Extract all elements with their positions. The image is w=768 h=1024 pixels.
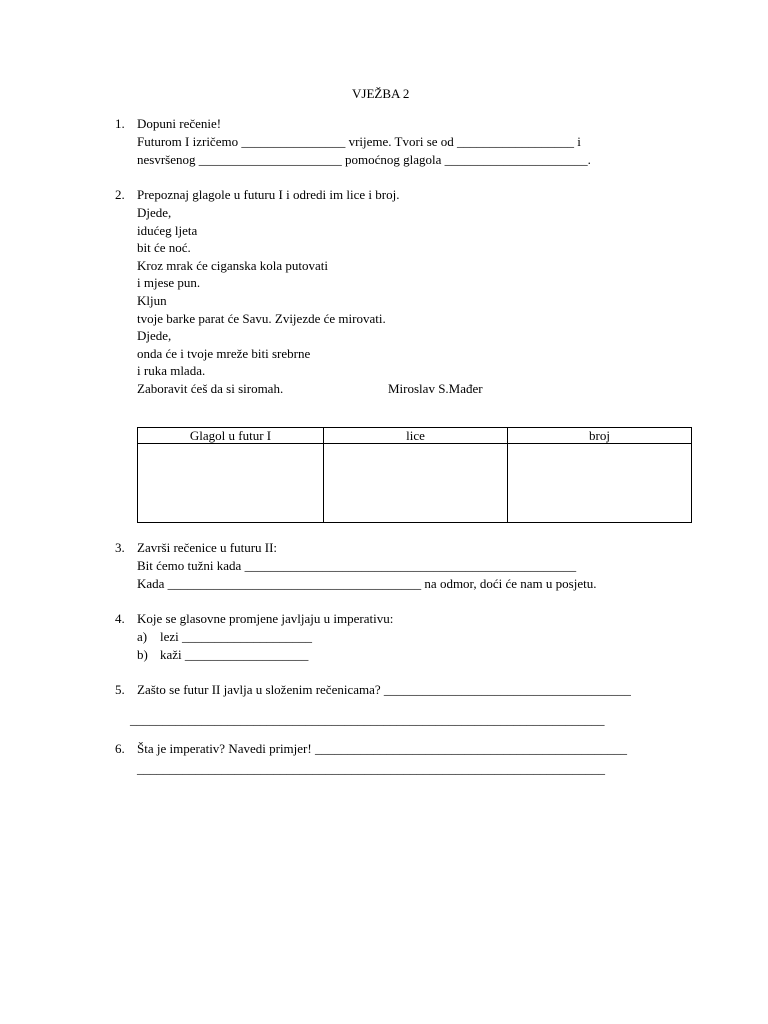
question-2-prompt: Prepoznaj glagole u futuru I i odredi im lice i broj. xyxy=(137,187,400,202)
column-header-broj: broj xyxy=(508,428,692,444)
answer-cell-glagol[interactable] xyxy=(138,444,324,523)
question-1-line-3: nesvršenog ______________________ pomoćnog glagola ______________________. xyxy=(137,152,591,167)
question-6-number: 6. xyxy=(115,741,125,756)
poem-line: Zaboravit ćeš da si siromah. xyxy=(137,381,284,396)
table-row xyxy=(138,444,692,523)
option-b-text: kaži ___________________ xyxy=(160,647,309,662)
answer-cell-broj[interactable] xyxy=(508,444,692,523)
poem-author: Miroslav S.Mađer xyxy=(388,381,483,396)
question-1-line-2: Futurom I izričemo ________________ vrijeme. Tvori se od __________________ i xyxy=(137,134,581,149)
question-2-number: 2. xyxy=(115,187,125,202)
option-b-marker: b) xyxy=(137,647,148,662)
question-5-number: 5. xyxy=(115,682,125,697)
poem-line: bit će noć. xyxy=(137,240,191,255)
column-header-lice: lice xyxy=(324,428,508,444)
answer-table xyxy=(137,427,691,522)
poem-line: i ruka mlada. xyxy=(137,363,206,378)
poem-line: Djede, xyxy=(137,328,172,343)
question-3-number: 3. xyxy=(115,540,125,555)
poem-line: onda će i tvoje mreže biti srebrne xyxy=(137,346,311,361)
question-5-prompt: Zašto se futur II javlja u složenim rečenicama? ______________________________________ xyxy=(137,682,631,697)
page-title: VJEŽBA 2 xyxy=(352,86,410,101)
poem-line: i mjese pun. xyxy=(137,275,201,290)
poem-line: Djede, xyxy=(137,205,172,220)
option-a-text: lezi ____________________ xyxy=(160,629,313,644)
answer-cell-lice[interactable] xyxy=(324,444,508,523)
question-1-prompt: Dopuni rečenie! xyxy=(137,116,222,131)
table-header-row xyxy=(138,428,692,444)
question-4-number: 4. xyxy=(115,611,125,626)
question-1-number: 1. xyxy=(115,116,125,131)
option-a-marker: a) xyxy=(137,629,148,644)
question-3-line-3: Kada _______________________________________ na odmor, doći će nam u posjetu. xyxy=(137,576,597,591)
question-3-prompt: Završi rečenice u futuru II: xyxy=(137,540,278,555)
question-6-answer-line: ________________________________________________________________________ xyxy=(137,761,605,776)
poem-line: tvoje barke parat će Savu. Zvijezde će mirovati. xyxy=(137,311,386,326)
column-header-glagol: Glagol u futur I xyxy=(138,428,324,444)
poem-line: Kljun xyxy=(137,293,167,308)
question-3-line-2: Bit ćemo tužni kada ___________________________________________________ xyxy=(137,558,577,573)
poem-line: Kroz mrak će ciganska kola putovati xyxy=(137,258,328,273)
question-5-answer-line: _________________________________________________________________________ xyxy=(130,712,605,727)
question-6-prompt: Šta je imperativ? Navedi primjer! ________________________________________________ xyxy=(137,741,627,756)
poem-line: idućeg ljeta xyxy=(137,223,198,238)
question-4-prompt: Koje se glasovne promjene javljaju u imperativu: xyxy=(137,611,394,626)
